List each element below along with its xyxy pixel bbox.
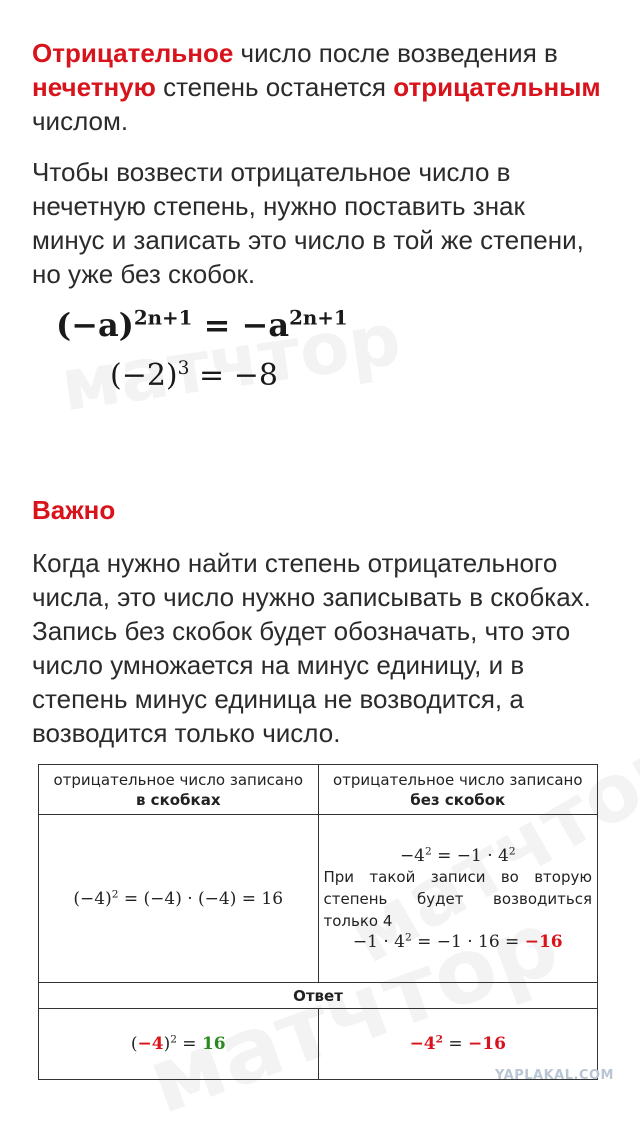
right-expression-cell (318, 815, 598, 983)
text: число после возведения в (233, 38, 558, 68)
calc-exponent: 2 (404, 930, 412, 943)
highlight-odd: нечетную (32, 72, 156, 102)
highlight-negative-result: отрицательным (393, 72, 601, 102)
answer-exponent: 2 (435, 1033, 443, 1046)
paren: ( (130, 1034, 138, 1054)
calc-pre: −1 · 4 (352, 931, 405, 952)
header-subtext: без скобок (410, 790, 506, 809)
column-header-parentheses (39, 765, 319, 815)
important-paragraph: Когда нужно найти степень отрицательного числа, это число нужно записывать в скобках. Запись без скобок будет обозначать, что это число умножается на минус единицу, и в степень минус единица не возводится, а возводится только число. (32, 548, 591, 748)
expr-exponent: 2 (508, 844, 516, 857)
right-calculation (324, 932, 593, 952)
example-base: (−2) (110, 358, 178, 393)
text: числом. (32, 106, 129, 136)
example-result: = −8 (189, 358, 278, 393)
header-text: отрицательное число записано (53, 770, 303, 789)
header-text: отрицательное число записано (333, 770, 583, 789)
table-header-row (39, 765, 598, 815)
expr-rest: = (−4) · (−4) = 16 (118, 888, 284, 909)
text: степень останется (155, 72, 394, 102)
answer-exponent: 2 (170, 1033, 177, 1046)
calc-mid: = −1 · 16 = (411, 931, 525, 952)
rule-paragraph: Чтобы возвести отрицательное число в нечетную степень, нужно поставить знак минус и записать это число в той же степени, но уже без скобок. (32, 157, 584, 289)
section-heading: Важно (32, 495, 116, 525)
formula-rhs-exponent: 2n+1 (289, 305, 348, 330)
intro-paragraph (32, 36, 602, 138)
comparison-table (38, 764, 598, 1080)
expr-rest: = −1 · 4 (431, 845, 509, 866)
expr-exponent: 2 (425, 844, 432, 857)
left-expression-cell (39, 815, 319, 983)
answer-left-cell (39, 1009, 319, 1080)
answer-value: 16 (201, 1034, 226, 1054)
answer-label-row (39, 983, 598, 1009)
expr-base: (−4) (73, 888, 112, 909)
header-subtext: в скобках (135, 790, 221, 809)
equals: = (176, 1034, 202, 1054)
formula-lhs-exponent: 2n+1 (133, 305, 193, 330)
table-row (39, 815, 598, 983)
equals: = (442, 1034, 469, 1054)
highlight-negative: Отрицательное (32, 38, 234, 68)
explanation-note: При такой записи во вторую степень будет возводиться только 4 (323, 867, 592, 930)
paren: ) (163, 1034, 171, 1054)
site-credit: YAPLAKAL.COM (495, 1068, 614, 1083)
answer-value: −16 (468, 1034, 506, 1054)
formula-rhs: = −a (192, 306, 290, 344)
expr-base: −4 (399, 845, 425, 866)
expr-exponent: 2 (111, 887, 119, 900)
answer-base: −4 (137, 1034, 164, 1054)
column-header-no-parentheses (318, 765, 598, 815)
right-top-expression (324, 846, 593, 866)
calc-result: −16 (524, 931, 563, 952)
formula-general (56, 306, 348, 344)
formula-example (110, 358, 278, 393)
answer-label: Ответ (39, 983, 598, 1009)
formula-lhs: (−a) (56, 306, 134, 344)
example-exponent: 3 (177, 358, 190, 379)
answer-base: −4 (409, 1034, 436, 1054)
